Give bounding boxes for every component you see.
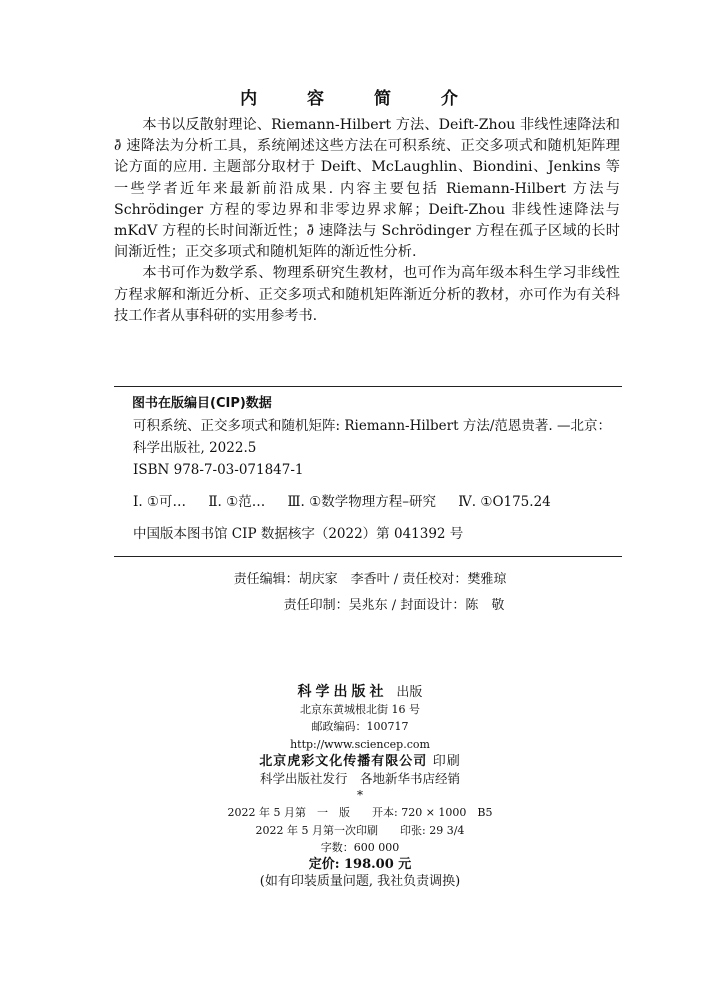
printer-line	[0, 753, 720, 770]
format-info: 开本: 720 × 1000 B5	[372, 806, 493, 820]
credits-production: 责任印制：吴兆东 / 封面设计：陈 敬	[283, 598, 505, 613]
publisher-name: 科学出版社	[297, 684, 388, 700]
summary-paragraph: 本书以反散射理论、Riemann-Hilbert 方法、Deift-Zhou 非线性速降法和 ∂̄ 速降法为分析工具，系统阐述这些方法在可积系统、正交多项式和随机矩阵理论方面的应用. 主题部分取材于 Deift、McLaughlin、Biondini、Jenkins 等一些学者近年来最新前沿成果. 内容主要包括 Riemann-Hilbert 方法与 Schrödinger 方程的零边界和非零边界求解；Deift-Zhou 非线性速降法与 mKdV 方程的长时间渐近性；∂̄ 速降法与 Schrödinger 方程在孤子区域的长时间渐近性；正交多项式和随机矩阵的渐近性分析.	[114, 117, 620, 261]
cip-publisher-line: 科学出版社, 2022.5	[133, 440, 257, 456]
price: 定价: 198.00 元	[308, 857, 412, 873]
cip-classification	[133, 491, 623, 513]
cip-class-item: Ⅱ. ①范…	[208, 494, 266, 510]
publisher-block	[0, 684, 720, 890]
cip-isbn: ISBN 978-7-03-071847-1	[133, 462, 304, 478]
page-title: 内 容 简 介	[240, 89, 480, 109]
summary-paragraph: 本书可作为数学系、物理系研究生教材，也可作为高年级本科生学习非线性方程求解和渐近分析、正交多项式和随机矩阵渐近分析的教材，亦可作为有关科技工作者从事科研的实用参考书.	[114, 265, 620, 324]
publisher-postcode: 邮政编码：100717	[311, 720, 409, 734]
credits-editors: 责任编辑：胡庆家 李香叶 / 责任校对：樊雅琼	[233, 572, 507, 587]
publisher-name-line	[0, 684, 720, 701]
cip-class-item: Ⅰ. ①可…	[133, 494, 187, 510]
quality-note: (如有印装质量问题, 我社负责调换)	[259, 874, 461, 890]
printer-name: 北京虎彩文化传播有限公司	[259, 753, 428, 769]
publisher-url: http://www.sciencep.com	[290, 737, 430, 751]
word-count: 字数：600 000	[320, 840, 400, 854]
edition-info: 2022 年 5 月第 一 版	[227, 806, 350, 820]
summary-section	[114, 115, 620, 327]
edition-line	[0, 804, 720, 821]
credits-block	[0, 567, 720, 619]
cip-bottom-rule	[114, 556, 622, 557]
printing-line	[0, 822, 720, 839]
cip-heading: 图书在版编目(CIP)数据	[132, 396, 272, 411]
cip-class-item: Ⅲ. ①数学物理方程–研究	[287, 494, 436, 510]
printer-suffix: 印刷	[432, 753, 461, 769]
publisher-name-suffix: 出版	[396, 685, 423, 700]
distribution-line: 科学出版社发行 各地新华书店经销	[259, 771, 460, 787]
separator-star: *	[357, 788, 363, 803]
cip-top-rule	[114, 386, 622, 387]
cip-class-item: Ⅳ. ①O175.24	[458, 494, 551, 510]
cip-block	[133, 393, 623, 545]
cip-title-line: 可积系统、正交多项式和随机矩阵: Riemann-Hilbert 方法/范恩贵著. —北京：	[133, 418, 611, 434]
cip-check-number: 中国版本图书馆 CIP 数据核字（2022）第 041392 号	[133, 526, 464, 542]
printing-info: 2022 年 5 月第一次印刷	[255, 823, 379, 837]
publisher-address: 北京东黄城根北街 16 号	[300, 703, 420, 717]
sheets-info: 印张: 29 3/4	[400, 823, 465, 837]
